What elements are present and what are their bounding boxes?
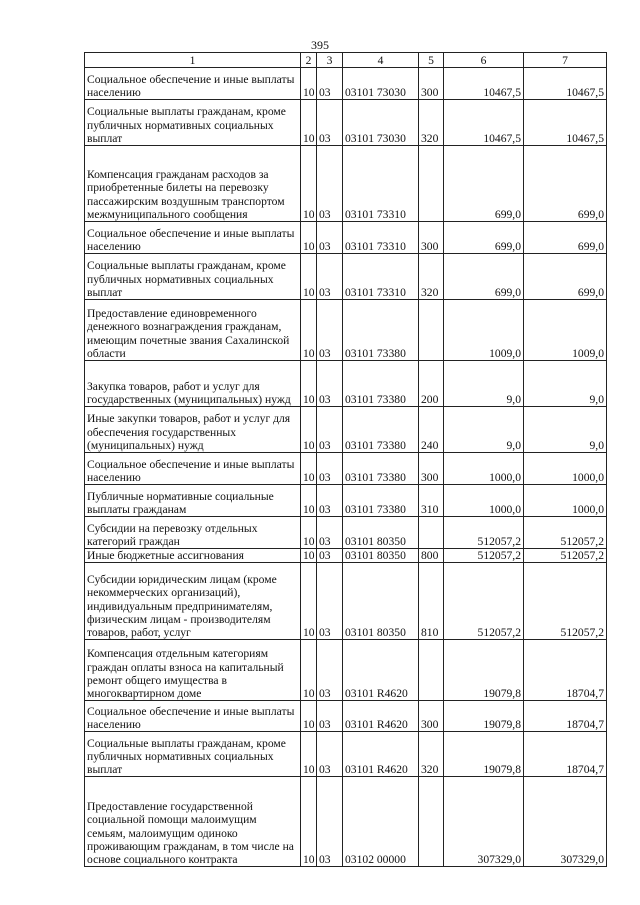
row-amount-2-cell: 512057,2 bbox=[524, 549, 607, 563]
row-subsection-cell: 03 bbox=[317, 407, 343, 453]
row-target-code-cell: 03101 73380 bbox=[343, 300, 419, 361]
row-section-cell: 10 bbox=[301, 146, 317, 222]
table-body bbox=[85, 68, 607, 867]
row-target-code-cell: 03101 73380 bbox=[343, 407, 419, 453]
row-amount-2-cell: 1009,0 bbox=[524, 300, 607, 361]
row-expense-type-cell bbox=[419, 777, 444, 867]
row-section-cell: 10 bbox=[301, 100, 317, 146]
row-amount-1-cell: 9,0 bbox=[444, 407, 524, 453]
row-expense-type-cell: 320 bbox=[419, 100, 444, 146]
header-col-3: 3 bbox=[317, 53, 343, 68]
row-target-code-cell: 03101 80350 bbox=[343, 563, 419, 640]
table-row bbox=[85, 549, 607, 563]
row-name-cell: Социальные выплаты гражданам, кроме публичных нормативных социальных выплат bbox=[85, 100, 301, 146]
row-amount-2-cell: 699,0 bbox=[524, 254, 607, 300]
table-row bbox=[85, 222, 607, 254]
row-amount-1-cell: 307329,0 bbox=[444, 777, 524, 867]
table-row bbox=[85, 732, 607, 777]
row-subsection-cell: 03 bbox=[317, 68, 343, 100]
row-amount-1-cell: 19079,8 bbox=[444, 732, 524, 777]
row-amount-1-cell: 10467,5 bbox=[444, 100, 524, 146]
table-row bbox=[85, 300, 607, 361]
header-col-4: 4 bbox=[343, 53, 419, 68]
row-subsection-cell: 03 bbox=[317, 640, 343, 701]
row-section-cell: 10 bbox=[301, 68, 317, 100]
row-section-cell: 10 bbox=[301, 549, 317, 563]
row-target-code-cell: 03101 R4620 bbox=[343, 732, 419, 777]
row-target-code-cell: 03101 73030 bbox=[343, 100, 419, 146]
row-name-cell: Публичные нормативные социальные выплаты гражданам bbox=[85, 485, 301, 517]
row-name-cell: Субсидии юридическим лицам (кроме некоммерческих организаций), индивидуальным предпринимателям, физическим лицам - производителям товаров, работ, услуг bbox=[85, 563, 301, 640]
row-name-cell: Социальные выплаты гражданам, кроме публичных нормативных социальных выплат bbox=[85, 254, 301, 300]
row-subsection-cell: 03 bbox=[317, 361, 343, 407]
row-amount-1-cell: 512057,2 bbox=[444, 517, 524, 549]
row-expense-type-cell: 310 bbox=[419, 485, 444, 517]
row-target-code-cell: 03101 73380 bbox=[343, 361, 419, 407]
row-amount-1-cell: 512057,2 bbox=[444, 549, 524, 563]
row-expense-type-cell: 300 bbox=[419, 453, 444, 485]
row-name-cell: Социальное обеспечение и иные выплаты населению bbox=[85, 453, 301, 485]
row-target-code-cell: 03101 R4620 bbox=[343, 640, 419, 701]
row-name-cell: Иные бюджетные ассигнования bbox=[85, 549, 301, 563]
row-amount-1-cell: 699,0 bbox=[444, 222, 524, 254]
page-number: 395 bbox=[311, 38, 329, 52]
table-row bbox=[85, 68, 607, 100]
row-section-cell: 10 bbox=[301, 563, 317, 640]
row-section-cell: 10 bbox=[301, 485, 317, 517]
row-section-cell: 10 bbox=[301, 361, 317, 407]
row-target-code-cell: 03101 73030 bbox=[343, 68, 419, 100]
header-col-6: 6 bbox=[444, 53, 524, 68]
row-subsection-cell: 03 bbox=[317, 300, 343, 361]
row-target-code-cell: 03101 73310 bbox=[343, 254, 419, 300]
row-name-cell: Социальное обеспечение и иные выплаты населению bbox=[85, 701, 301, 732]
row-expense-type-cell bbox=[419, 640, 444, 701]
row-target-code-cell: 03101 73380 bbox=[343, 485, 419, 517]
table-row bbox=[85, 146, 607, 222]
row-expense-type-cell bbox=[419, 517, 444, 549]
row-section-cell: 10 bbox=[301, 640, 317, 701]
row-name-cell: Предоставление государственной социальной помощи малоимущим семьям, малоимущим одиноко проживающим гражданам, в том числе на основе социального контракта bbox=[85, 777, 301, 867]
row-amount-1-cell: 9,0 bbox=[444, 361, 524, 407]
row-section-cell: 10 bbox=[301, 407, 317, 453]
row-expense-type-cell: 300 bbox=[419, 68, 444, 100]
table-row bbox=[85, 361, 607, 407]
row-amount-2-cell: 512057,2 bbox=[524, 563, 607, 640]
row-name-cell: Субсидии на перевозку отдельных категорий граждан bbox=[85, 517, 301, 549]
row-expense-type-cell: 320 bbox=[419, 254, 444, 300]
row-amount-1-cell: 512057,2 bbox=[444, 563, 524, 640]
header-row bbox=[85, 53, 607, 68]
table-row bbox=[85, 777, 607, 867]
row-amount-1-cell: 10467,5 bbox=[444, 68, 524, 100]
row-section-cell: 10 bbox=[301, 732, 317, 777]
row-name-cell: Социальные выплаты гражданам, кроме публичных нормативных социальных выплат bbox=[85, 732, 301, 777]
row-subsection-cell: 03 bbox=[317, 549, 343, 563]
row-expense-type-cell: 200 bbox=[419, 361, 444, 407]
row-expense-type-cell: 800 bbox=[419, 549, 444, 563]
row-expense-type-cell: 300 bbox=[419, 701, 444, 732]
row-subsection-cell: 03 bbox=[317, 517, 343, 549]
row-expense-type-cell: 810 bbox=[419, 563, 444, 640]
row-name-cell: Социальное обеспечение и иные выплаты населению bbox=[85, 222, 301, 254]
row-section-cell: 10 bbox=[301, 701, 317, 732]
table-row bbox=[85, 640, 607, 701]
row-name-cell: Компенсация отдельным категориям граждан оплаты взноса на капитальный ремонт общего имущества в многоквартирном доме bbox=[85, 640, 301, 701]
table-row bbox=[85, 254, 607, 300]
row-amount-1-cell: 1000,0 bbox=[444, 485, 524, 517]
row-amount-2-cell: 18704,7 bbox=[524, 732, 607, 777]
row-amount-2-cell: 9,0 bbox=[524, 407, 607, 453]
row-amount-2-cell: 1000,0 bbox=[524, 485, 607, 517]
row-target-code-cell: 03101 73310 bbox=[343, 222, 419, 254]
row-subsection-cell: 03 bbox=[317, 254, 343, 300]
row-amount-2-cell: 9,0 bbox=[524, 361, 607, 407]
row-target-code-cell: 03101 80350 bbox=[343, 549, 419, 563]
row-name-cell: Компенсация гражданам расходов за приобретенные билеты на перевозку пассажирским воздушным транспортом межмуниципального сообщения bbox=[85, 146, 301, 222]
row-section-cell: 10 bbox=[301, 254, 317, 300]
row-target-code-cell: 03101 73310 bbox=[343, 146, 419, 222]
row-expense-type-cell bbox=[419, 300, 444, 361]
table-row bbox=[85, 485, 607, 517]
row-name-cell: Закупка товаров, работ и услуг для государственных (муниципальных) нужд bbox=[85, 361, 301, 407]
row-name-cell: Социальное обеспечение и иные выплаты населению bbox=[85, 68, 301, 100]
row-amount-1-cell: 19079,8 bbox=[444, 701, 524, 732]
row-expense-type-cell: 300 bbox=[419, 222, 444, 254]
row-amount-2-cell: 699,0 bbox=[524, 146, 607, 222]
row-subsection-cell: 03 bbox=[317, 563, 343, 640]
row-section-cell: 10 bbox=[301, 222, 317, 254]
row-amount-2-cell: 699,0 bbox=[524, 222, 607, 254]
row-amount-1-cell: 1009,0 bbox=[444, 300, 524, 361]
row-expense-type-cell bbox=[419, 146, 444, 222]
row-amount-2-cell: 18704,7 bbox=[524, 701, 607, 732]
header-col-1: 1 bbox=[85, 53, 301, 68]
row-target-code-cell: 03101 R4620 bbox=[343, 701, 419, 732]
table-row bbox=[85, 100, 607, 146]
table-row bbox=[85, 563, 607, 640]
table-row bbox=[85, 701, 607, 732]
header-col-7: 7 bbox=[524, 53, 607, 68]
row-amount-2-cell: 18704,7 bbox=[524, 640, 607, 701]
row-section-cell: 10 bbox=[301, 777, 317, 867]
row-subsection-cell: 03 bbox=[317, 777, 343, 867]
table-row bbox=[85, 453, 607, 485]
row-amount-2-cell: 1000,0 bbox=[524, 453, 607, 485]
row-amount-2-cell: 10467,5 bbox=[524, 100, 607, 146]
row-subsection-cell: 03 bbox=[317, 146, 343, 222]
row-subsection-cell: 03 bbox=[317, 100, 343, 146]
row-amount-2-cell: 512057,2 bbox=[524, 517, 607, 549]
row-name-cell: Предоставление единовременного денежного вознаграждения гражданам, имеющим почетные звания Сахалинской области bbox=[85, 300, 301, 361]
row-subsection-cell: 03 bbox=[317, 485, 343, 517]
row-subsection-cell: 03 bbox=[317, 453, 343, 485]
row-subsection-cell: 03 bbox=[317, 732, 343, 777]
row-amount-2-cell: 307329,0 bbox=[524, 777, 607, 867]
row-subsection-cell: 03 bbox=[317, 701, 343, 732]
row-subsection-cell: 03 bbox=[317, 222, 343, 254]
budget-table bbox=[84, 52, 607, 867]
row-amount-1-cell: 19079,8 bbox=[444, 640, 524, 701]
row-section-cell: 10 bbox=[301, 517, 317, 549]
row-target-code-cell: 03102 00000 bbox=[343, 777, 419, 867]
row-expense-type-cell: 240 bbox=[419, 407, 444, 453]
row-amount-2-cell: 10467,5 bbox=[524, 68, 607, 100]
row-amount-1-cell: 699,0 bbox=[444, 254, 524, 300]
row-amount-1-cell: 1000,0 bbox=[444, 453, 524, 485]
row-section-cell: 10 bbox=[301, 453, 317, 485]
table-row bbox=[85, 517, 607, 549]
header-col-2: 2 bbox=[301, 53, 317, 68]
row-target-code-cell: 03101 73380 bbox=[343, 453, 419, 485]
header-col-5: 5 bbox=[419, 53, 444, 68]
table-row bbox=[85, 407, 607, 453]
row-target-code-cell: 03101 80350 bbox=[343, 517, 419, 549]
row-name-cell: Иные закупки товаров, работ и услуг для обеспечения государственных (муниципальных) нужд bbox=[85, 407, 301, 453]
row-amount-1-cell: 699,0 bbox=[444, 146, 524, 222]
row-section-cell: 10 bbox=[301, 300, 317, 361]
row-expense-type-cell: 320 bbox=[419, 732, 444, 777]
